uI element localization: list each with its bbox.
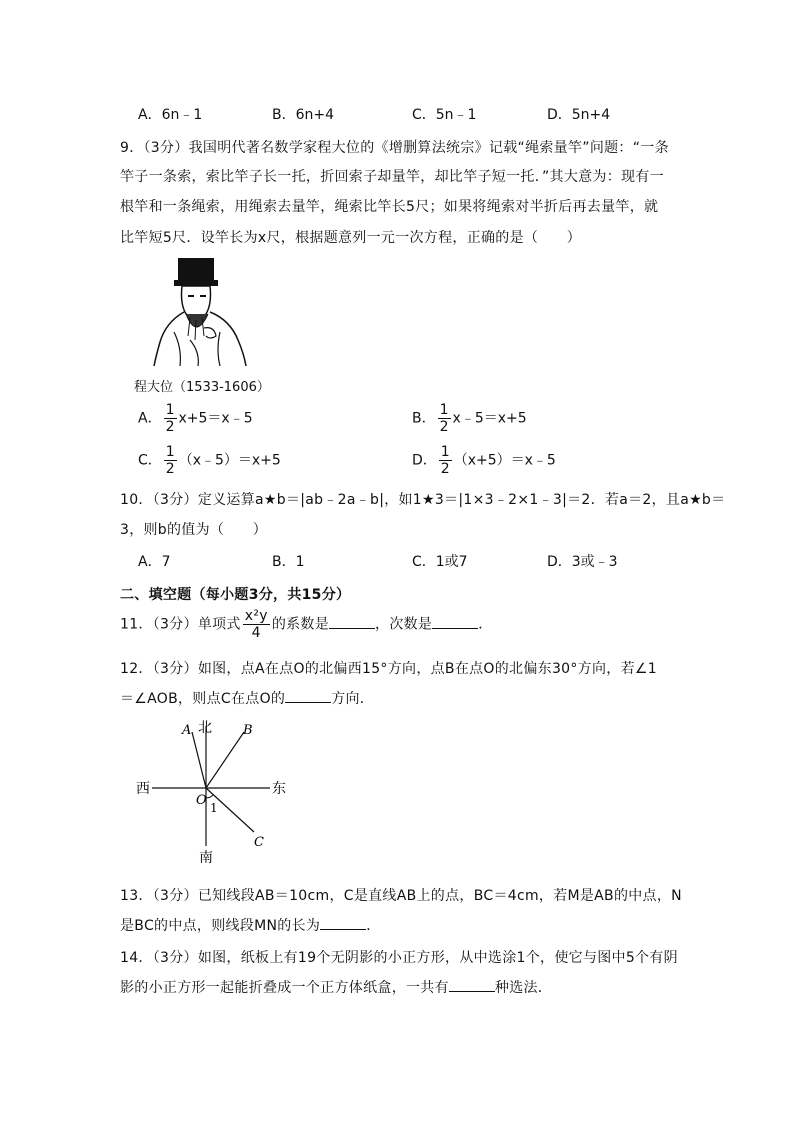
- denominator: 2: [165, 461, 175, 477]
- compass-diagram: [130, 712, 300, 868]
- q12-line2-post: 方向．: [331, 691, 375, 707]
- q11-end: ．: [478, 616, 493, 633]
- q9-stem-line4: 比竿短5尺．设竿长为x尺，根据题意列一元一次方程，正确的是（ ）: [120, 230, 582, 246]
- answer-blank[interactable]: [449, 979, 495, 992]
- q12-stem-line2: [120, 688, 374, 708]
- option-label: D．: [412, 452, 437, 469]
- q10-option-a: A．7: [138, 554, 171, 570]
- denominator: 2: [439, 419, 449, 435]
- q9-option-b: [412, 402, 527, 435]
- q8-option-b: B．6n+4: [272, 107, 335, 123]
- label-south: 南: [199, 850, 213, 866]
- option-label: B．: [412, 410, 436, 427]
- q14-line2-pre: 影的小正方形一起能折叠成一个正方体纸盒，一共有: [120, 980, 449, 996]
- q10-stem-line1: 10．（3分）定义运算a★b＝|ab﹣2a﹣b|，如1★3＝|1×3﹣2×1﹣3|＝2．若a＝2，且a★b＝: [120, 492, 726, 508]
- q11-prefix: 11．（3分）单项式: [120, 616, 241, 633]
- q14-stem-line1: 14．（3分）如图，纸板上有19个无阴影的小正方形，从中选涂1个，使它与图中5个有阴: [120, 950, 678, 966]
- q8-option-a: A．6n﹣1: [138, 107, 203, 123]
- option-expr: x+5＝x﹣5: [178, 410, 253, 427]
- q11-mid: 的系数是: [271, 616, 330, 633]
- option-label: C．: [138, 452, 162, 469]
- q13-line2-pre: 是BC的中点，则线段MN的长为: [120, 918, 321, 934]
- label-west: 西: [136, 781, 150, 797]
- option-expr: （x﹣5）＝x+5: [178, 452, 281, 469]
- monomial-fraction: [243, 608, 270, 641]
- numerator: 1: [440, 444, 450, 460]
- angle-arc: [206, 795, 213, 798]
- label-east: 东: [272, 781, 286, 797]
- option-label: A．: [138, 410, 162, 427]
- q9-stem-line3: 根竿和一条绳索，用绳索去量竿，绳索比竿长5尺；如果将绳索对半折后再去量竿，就: [120, 199, 659, 215]
- numerator: 1: [165, 402, 175, 418]
- fraction: [439, 444, 452, 477]
- label-a: A: [182, 723, 192, 738]
- numerator: 1: [165, 444, 175, 460]
- ray-ob: [206, 732, 244, 788]
- q10-option-d: D．3或﹣3: [547, 554, 618, 570]
- denominator: 2: [165, 419, 175, 435]
- portrait-caption: 程大位（1533-1606）: [134, 380, 270, 395]
- label-o: O: [196, 793, 207, 808]
- q8-option-c: C．5n﹣1: [412, 107, 477, 123]
- option-expr: x﹣5＝x+5: [452, 410, 527, 427]
- q10-stem-line2: 3，则b的值为（ ）: [120, 522, 268, 538]
- section-title: 二、填空题（每小题3分，共15分）: [120, 587, 351, 603]
- label-angle-1: 1: [210, 801, 218, 815]
- option-expr: （x+5）＝x﹣5: [453, 452, 556, 469]
- q9-stem-line1: 9．（3分）我国明代著名数学家程大位的《增删算法统宗》记载“绳索量竿”问题：“一条: [120, 140, 669, 156]
- q13-line2-post: ．: [366, 918, 381, 934]
- q12-stem-line1: 12．（3分）如图，点A在点O的北偏西15°方向，点B在点O的北偏东30°方向，若∠1: [120, 661, 657, 677]
- denominator: 2: [440, 461, 450, 477]
- fraction: [164, 444, 177, 477]
- numerator: x²y: [244, 608, 268, 624]
- numerator: 1: [439, 402, 449, 418]
- answer-blank[interactable]: [320, 917, 366, 930]
- q9-option-c: [138, 444, 281, 477]
- q12-line2-pre: ＝∠AOB，则点C在点O的: [120, 691, 286, 707]
- q14-line2-post: 种选法．: [494, 980, 553, 996]
- answer-blank[interactable]: [285, 690, 331, 703]
- portrait-cheng-dawei-icon: [150, 256, 250, 368]
- q13-stem-line2: [120, 915, 381, 935]
- q9-option-d: [412, 444, 556, 477]
- q10-option-c: C．1或7: [412, 554, 468, 570]
- q8-option-d: D．5n+4: [547, 107, 611, 123]
- q9-stem-line2: 竿子一条索，索比竿子长一托，折回索子却量竿，却比竿子短一托．”其大意为：现有一: [120, 169, 664, 185]
- q11-mid2: ，次数是: [375, 616, 433, 633]
- answer-blank[interactable]: [432, 616, 478, 629]
- q14-stem-line2: [120, 977, 552, 997]
- answer-blank[interactable]: [329, 616, 375, 629]
- fraction: [438, 402, 451, 435]
- label-c: C: [254, 835, 264, 850]
- label-b: B: [243, 723, 253, 738]
- q13-stem-line1: 13．（3分）已知线段AB＝10cm，C是直线AB上的点，BC＝4cm，若M是AB的中点，N: [120, 888, 682, 904]
- q10-option-b: B．1: [272, 554, 305, 570]
- label-north: 北: [198, 720, 212, 736]
- denominator: 4: [251, 625, 261, 641]
- fraction: [164, 402, 177, 435]
- q9-option-a: [138, 402, 253, 435]
- ray-oa: [192, 732, 206, 788]
- q11-stem: [120, 608, 493, 641]
